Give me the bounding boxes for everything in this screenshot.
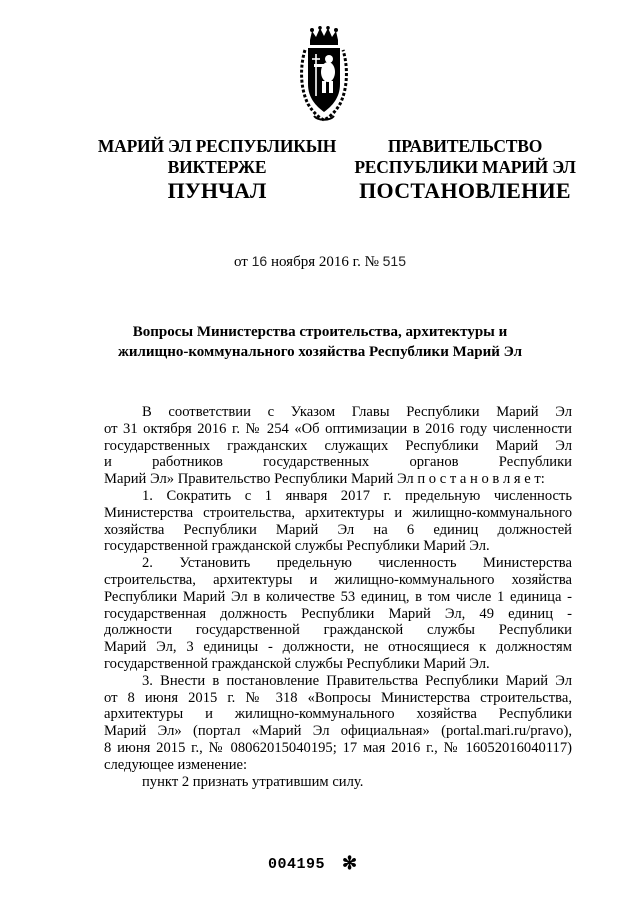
- header-left-line2: ВИКТЕРЖЕ: [167, 157, 267, 177]
- body-line: В соответствии с Указом Главы Республики Марий Эл: [142, 404, 572, 420]
- body-line: Республики Марий Эл в количестве 53 единиц, в том числе 1 единица -: [104, 588, 572, 605]
- body-line: от 8 июня 2015 г. № 318 «Вопросы Министерства строительства,: [104, 689, 572, 706]
- title-line1: Вопросы Министерства строительства, архитектуры и: [132, 324, 508, 340]
- body-line: 3. Внести в постановление Правительства Республики Марий Эл: [142, 672, 572, 689]
- body-line: следующее изменение:: [104, 756, 248, 773]
- body-line: Министерства строительства, архитектуры и жилищно-коммунального: [104, 504, 572, 521]
- header-left: [92, 136, 342, 178]
- body-line: архитектуры и жилищно-коммунального хозяйства Республики: [104, 706, 572, 723]
- header-right-line2: РЕСПУБЛИКИ МАРИЙ ЭЛ: [354, 157, 576, 177]
- coat-of-arms-icon: [296, 26, 352, 126]
- body-line: Марий Эл» (портал «Марий Эл официальная» (portal.mari.ru/pravo),: [104, 723, 572, 740]
- date-line: [0, 252, 640, 271]
- serial-number: 004195: [268, 856, 326, 873]
- body-line: государственная должность Республики Марий Эл, 49 единиц -: [104, 605, 572, 622]
- body-line: хозяйства Республики Марий Эл на 6 единиц должностей: [104, 521, 572, 538]
- body-line: Марий Эл, 3 единицы - должности, не относящиеся к должностям: [104, 639, 572, 656]
- header-left-line1: МАРИЙ ЭЛ РЕСПУБЛИКЫН: [97, 136, 337, 156]
- body-line: государственной гражданской службы Республики Марий Эл.: [104, 538, 490, 555]
- date-day: 16: [251, 253, 268, 269]
- body-line: государственных гражданских служащих Республики Марий Эл: [104, 437, 572, 454]
- header-right: [350, 136, 580, 178]
- body-line: и работников государственных органов Республики: [104, 454, 572, 471]
- asterisk-icon: ✻: [342, 853, 358, 873]
- document-body: [104, 404, 572, 790]
- header-left-title: ПУНЧАЛ: [167, 178, 267, 203]
- body-line: 8 июня 2015 г., № 08062015040195; 17 мая 2016 г., № 16052016040117): [104, 739, 572, 756]
- body-line: государственной гражданской службы Республики Марий Эл.: [104, 655, 490, 672]
- body-line: пункт 2 признать утратившим силу.: [142, 773, 364, 790]
- date-prefix: от: [234, 254, 248, 270]
- body-line: Марий Эл» Правительство Республики Марий Эл п о с т а н о в л я е т:: [104, 471, 545, 488]
- body-line: строительства, архитектуры и жилищно-коммунального хозяйства: [104, 571, 572, 588]
- body-line: должности государственной гражданской службы Республики: [104, 622, 572, 639]
- title-line2: жилищно-коммунального хозяйства Республики Марий Эл: [117, 344, 523, 360]
- document-number: 515: [382, 253, 406, 269]
- header-right-line1: ПРАВИТЕЛЬСТВО: [387, 136, 543, 156]
- header-right-title: ПОСТАНОВЛЕНИЕ: [359, 178, 571, 203]
- body-line: от 31 октября 2016 г. № 254 «Об оптимизации в 2016 году численности: [104, 420, 572, 437]
- document-title: [100, 322, 540, 362]
- body-line: 2. Установить предельную численность Министерства: [142, 555, 572, 572]
- date-rest: ноября 2016 г. №: [270, 254, 379, 270]
- body-line: 1. Сократить с 1 января 2017 г. предельную численность: [142, 487, 572, 504]
